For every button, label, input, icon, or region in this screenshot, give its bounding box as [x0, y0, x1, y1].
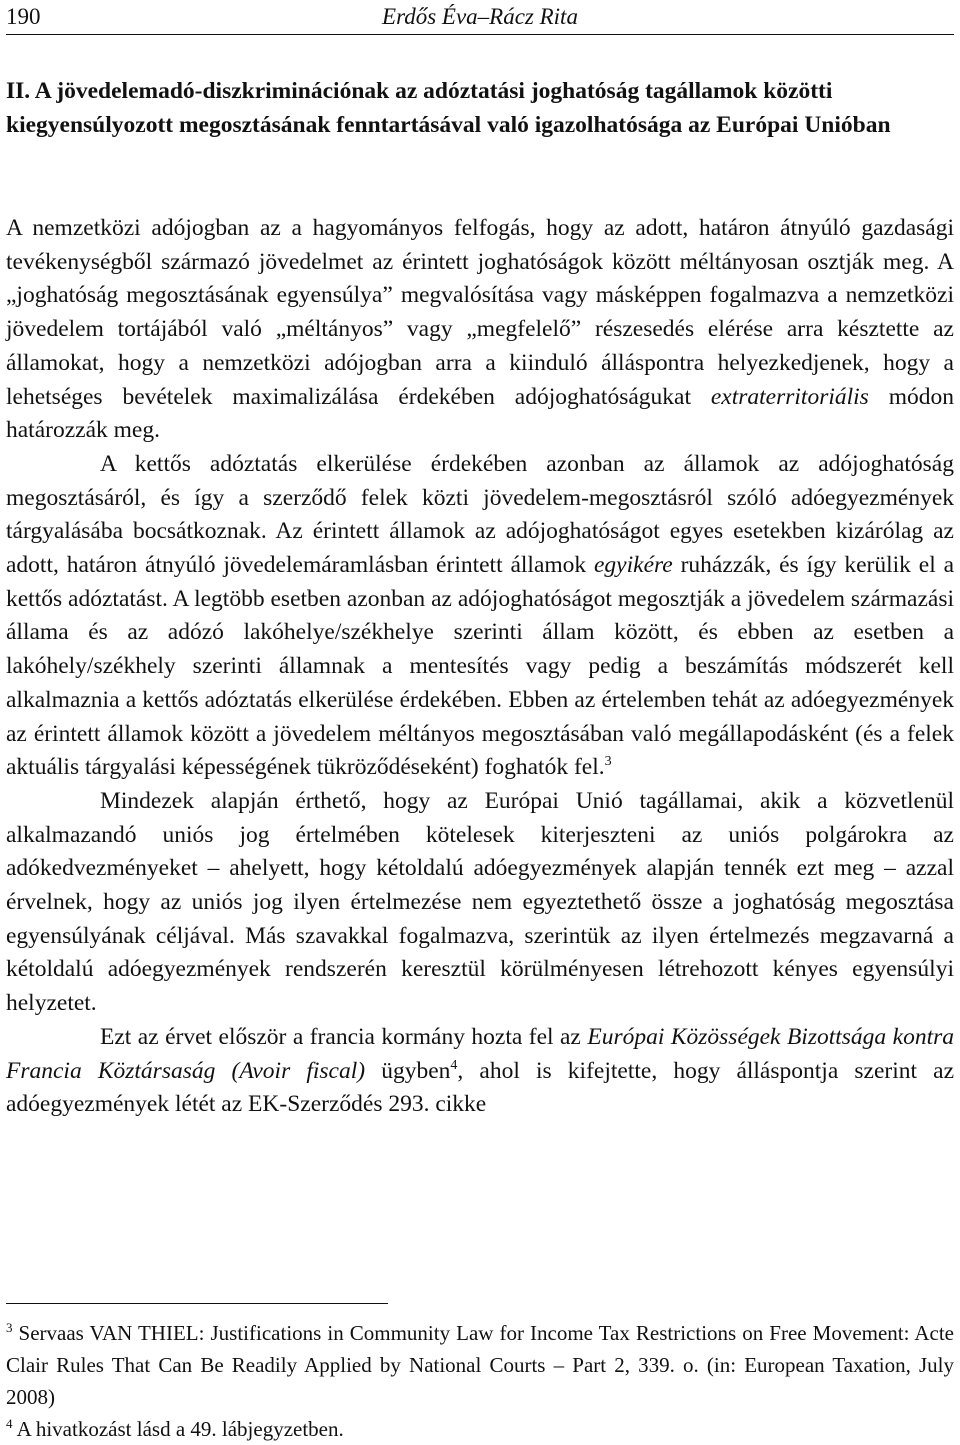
paragraph-3: Mindezek alapján érthető, hogy az Európai Unió tagállamai, akik a közvetlenül alkalmazandó uniós jog értelmében kötelesek kiterjeszteni az uniós polgárokra az adókedvezményeket – ahelyett, hogy kétoldalú adóegyezmények alapján tennék ezt meg – azzal érvelnek, hogy az uniós jog ilyen értelmezése nem egyeztethető össze a joghatóság megosztása egyensúlyának céljával. Más szavakkal fogalmazva, szerintük az ilyen értelmezés megzavarná a kétoldalú adóegyezmények rendszerén keresztül körülményesen létrehozott kényes egyensúlyi helyzetet. — [6, 787, 954, 1017]
paragraph-1 — [6, 212, 954, 448]
paragraph-4-case-word: ügyben — [381, 1057, 451, 1084]
footnote-number: 3 — [6, 1320, 13, 1335]
footnote-4 — [6, 1413, 954, 1445]
paragraph-2 — [6, 448, 954, 785]
paragraph-2-emphasis: egyikére — [594, 552, 673, 579]
section-heading: II. A jövedelemadó-diszkriminációnak az adóztatási joghatóság tagállamok közötti kiegyensúlyozott megosztásának fenntartásával való igazolhatósága az Európai Unióban — [6, 78, 891, 138]
paragraph-4-text: Ezt az érvet először a francia kormány hozta fel az — [100, 1023, 581, 1050]
paragraph-2-tail: ruházzák, és így kerülik el a kettős adóztatást. A legtöbb esetben azonban az adójoghatóságot megosztják a jövedelem származási állama és az adózó lakóhelye/székhelye szerinti állam között, és ebben az esetben a lakóhely/székhely szerinti államnak a mentesítés vagy pedig a beszámítás módszerét kell alkalmaznia a kettős adóztatás elkerülése érdekében. Ebben az értelemben tehát az adóegyezmények az érintett államok között a jövedelem méltányos megosztásában való megállapodásként (és a felek aktuális tárgyalási képességének tükröződéseként) foghatók fel. — [6, 552, 954, 781]
page-number: 190 — [6, 4, 41, 29]
paragraph-4-case-name: Európai Közösségek Bizottsága kontra Francia Köztársaság (Avoir fiscal) — [6, 1023, 954, 1084]
footnote-3 — [6, 1317, 954, 1413]
paragraph-1-tail: módon határozzák meg. — [6, 383, 954, 444]
footnote-ref-3[interactable]: 3 — [604, 754, 612, 770]
header-rule — [6, 34, 954, 35]
footnote-text: Servaas VAN THIEL: Justifications in Community Law for Income Tax Restrictions on Free Movement: Acte Clair Rules That Can Be Readily Applied by National Courts – Part 2, 339. o. (in: European Taxation, July 2008) — [6, 1321, 955, 1409]
paragraph-1-text: A nemzetközi adójogban az a hagyományos felfogás, hogy az adott, határon átnyúló gazdasági tevékenységből származó jövedelmet az érintett joghatóságok között méltányosan osztják meg. A „joghatóság megosztásának egyensúlya” megvalósítása vagy másképpen fogalmazva a nemzetközi jövedelem tortájából való „méltányos” vagy „megfelelő” részesedés elérése arra késztette az államokat, hogy a nemzetközi adójogban arra a kiinduló álláspontra helyezkedjenek, hogy a lehetséges bevételek maximalizálása érdekében adójoghatóságukat — [6, 215, 954, 410]
footnote-ref-4[interactable]: 4 — [450, 1057, 458, 1073]
paragraph-2-text: A kettős adóztatás elkerülése érdekében azonban az államok az adójoghatóság megosztásáról, és így a szerződő felek közti jövedelem-megosztásról szóló adóegyezmények tárgyalásába bocsátkoznak. Az érintett államok az adójoghatóságot egyes esetekben kizárólag az adott, határon átnyúló jövedelemáramlásban érintett államok — [6, 450, 954, 579]
body-text — [6, 212, 954, 1122]
running-title: Erdős Éva–Rácz Rita — [382, 4, 578, 29]
footnote-text: A hivatkozást lásd a 49. lábjegyzetben. — [16, 1417, 344, 1441]
paragraph-1-emphasis: extraterritoriális — [710, 383, 869, 410]
paragraph-4 — [6, 1021, 954, 1122]
footnotes — [6, 1317, 954, 1445]
paragraph-4-tail: , ahol is kifejtette, hogy álláspontja szerint az adóegyezmények létét az EK-Szerződés 293. cikke — [6, 1057, 954, 1118]
footnote-separator — [6, 1303, 388, 1304]
footnote-number: 4 — [6, 1416, 13, 1431]
page-header — [6, 2, 954, 34]
